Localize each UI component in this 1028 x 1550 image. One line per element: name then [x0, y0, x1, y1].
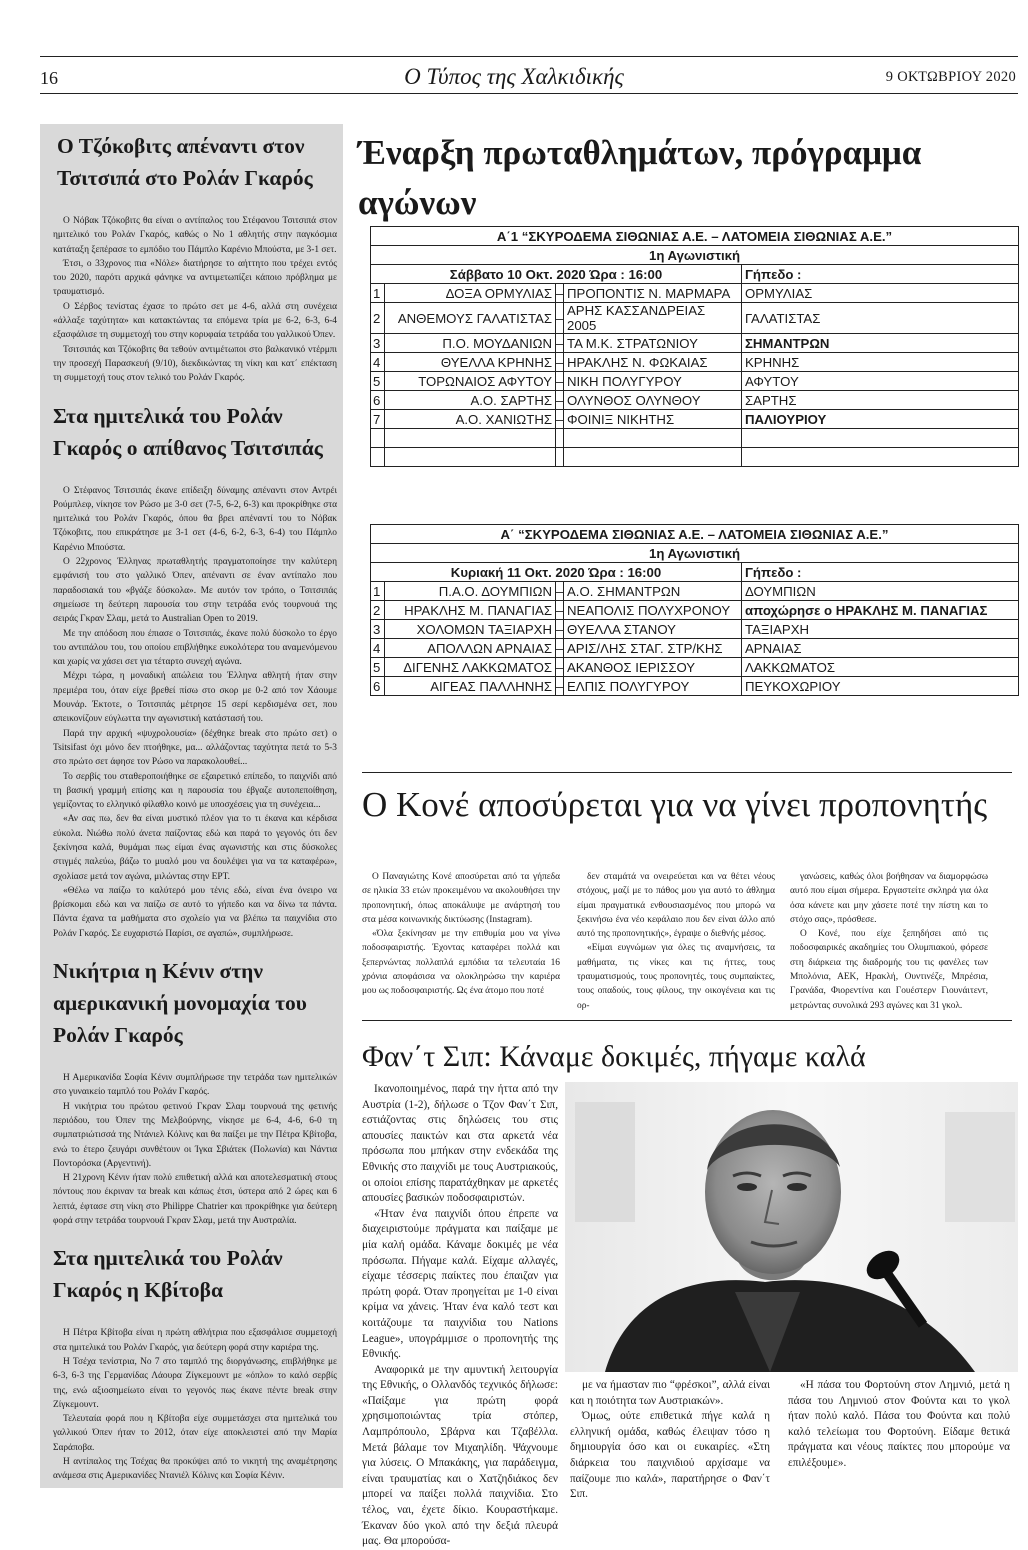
table-row [371, 391, 1019, 410]
venue: ΟΡΜΥΛΙΑΣ [742, 284, 1019, 303]
dash-separator: – [556, 583, 564, 599]
fixtures-table-a [370, 524, 1019, 696]
venue: αποχώρησε ο ΗΡΑΚΛΗΣ Μ. ΠΑΝΑΓΙΑΣ [742, 601, 1019, 620]
fixtures-table-a1 [370, 226, 1019, 467]
away-team: ΘΥΕΛΛΑ ΣΤΑΝΟΥ [564, 620, 742, 639]
dash-separator: – [556, 303, 564, 334]
away-team: ΕΛΠΙΣ ΠΟΛΥΓΥΡΟΥ [564, 677, 742, 696]
match-number: 6 [371, 391, 385, 410]
table-row [371, 372, 1019, 391]
home-team: ΤΟΡΩΝΑΙΟΣ ΑΦΥΤΟΥ [385, 372, 556, 391]
away-team: ΝΙΚΗ ΠΟΛΥΓΥΡΟΥ [564, 372, 742, 391]
article-headline: Στα ημιτελικά του Ρολάν Γκαρός ο απίθανος Τσιτσιπάς [53, 403, 323, 460]
table-row [371, 284, 1019, 303]
home-team: ΘΥΕΛΛΑ ΚΡΗΝΗΣ [385, 353, 556, 372]
kone-column-2 [577, 870, 775, 1013]
home-team: ΔΙΓΕΝΗΣ ΛΑΚΚΩΜΑΤΟΣ [385, 658, 556, 677]
article-kenin [53, 955, 337, 1228]
article-headline: Ο Τζόκοβιτς απέναντι στον Τσιτσιπά στο Ρολάν Γκαρός [57, 134, 313, 190]
venue: ΔΟΥΜΠΙΩΝ [742, 582, 1019, 601]
away-team: ΝΕΑΠΟΛΙΣ ΠΟΛΥΧΡΟΝΟΥ [564, 601, 742, 620]
table-title: Α΄ “ΣΚΥΡΟΔΕΜΑ ΣΙΘΩΝΙΑΣ Α.Ε. – ΛΑΤΟΜΕΙΑ ΣΙΘΩΝΙΑΣ Α.Ε.” [371, 525, 1019, 544]
article-body [53, 1071, 337, 1228]
paragraph: Ικανοποιημένος, παρά την ήττα από την Αυστρία (1-2), δήλωσε ο Τζον Φαν΄τ Σιπ, εστιάζοντας στις δηλώσεις του στις απουσίες παικτών και στα αρκετά νέα πρόσωπα που μπήκαν στην ενδεκάδα της Εθνικής στο παιχνίδι με τους Αυστριακούς, οι οποίοι επίσης παρατάχθηκαν με αρκετές απουσίες βασικών ποδοσφαιριστών. [362, 1083, 558, 1205]
fan-column-1 [362, 1082, 558, 1550]
dash-separator: – [556, 640, 564, 656]
paragraph: Ο Κονέ, που είχε ξεπηδήσει από τις ποδοσφαιρικές ακαδημίες του Ολυμπιακού, φόρεσε στη διάρκεια της διαδρομής του τις φανέλες των Μπολόνια, ΑΕΚ, Ηρακλή, Ουντινέζε, Μπρέσια, Γρανάδα, Φιορεντίνα και Γουέστερν Γιουνάιτεντ, μετρώντας συνολικά 293 αγώνες και 31 γκολ. [790, 929, 988, 1011]
away-team: ΟΛΥΝΘΟΣ ΟΛΥΝΘΟΥ [564, 391, 742, 410]
kone-column-3 [790, 870, 988, 1013]
section-rule [362, 772, 1012, 773]
paragraph: «Όλα ξεκίνησαν με την επιθυμία μου να γίνω ποδοσφαιριστής. Έχοντας καταφέρει πολλά και ξεπερνώντας πολλαπλά εμπόδια τα τελευταία 16 χρόνια αποφάσισα να ολοκληρώσω την καριέρα μου ως ποδοσφαιριστής. Ως ένα άτομο που ποτέ [362, 929, 560, 997]
paragraph: Η Τσέχα τενίστρια, Νο 7 στο ταμπλό της διοργάνωσης, επιβλήθηκε με 6-3, 6-3 της Γερμανίδας Λάουρα Ζίγκεμουντ με «όπλο» το καλό σερβίς της, ενώ αξιοσημείωτο είναι το γεγονός πως έκανε πέντε break στην Ζίγκεμουντ. [53, 1356, 337, 1410]
fan-column-2 [570, 1378, 770, 1503]
away-team: ΑΡΙΣ/ΛΗΣ ΣΤΑΓ. ΣΤΡ/ΚΗΣ [564, 639, 742, 658]
away-team: ΑΡΗΣ ΚΑΣΣΑΝΔΡΕΙΑΣ 2005 [564, 303, 742, 334]
paragraph: Το σερβίς του σταθεροποιήθηκε σε εξαιρετικό επίπεδο, το παιχνίδι από τη βασική γραμμή επίσης και η παρουσία του έβγαζε αυτοπεποίθηση, γεμίζοντας το ελληνικό φίλαθλο κοινό με υποσχέσεις για τη συνέχεια... [53, 771, 337, 811]
empty-cell [742, 429, 1019, 448]
sidebar-articles [53, 130, 337, 1484]
table-row [371, 353, 1019, 372]
table-date: Κυριακή 11 Οκτ. 2020 Ώρα : 16:00 [371, 563, 742, 582]
table-row [371, 620, 1019, 639]
paragraph: Ο Παναγιώτης Κονέ αποσύρεται από τα γήπεδα σε ηλικία 33 ετών προκειμένου να ακολουθήσει την προπονητική, όπως αποκάλυψε με ανάρτησή του στα μέσα κοινωνικής δικτύωσης (Instagram). [362, 872, 560, 925]
article-body [53, 214, 337, 386]
coach-portrait-image [565, 1082, 1018, 1372]
home-team: ΧΟΛΟΜΩΝ ΤΑΞΙΑΡΧΗ [385, 620, 556, 639]
empty-cell [556, 448, 564, 467]
table-round: 1η Αγωνιστική [371, 246, 1019, 265]
home-team: Π.Α.Ο. ΔΟΥΜΠΙΩΝ [385, 582, 556, 601]
empty-cell [371, 448, 385, 467]
match-number: 3 [371, 334, 385, 353]
kone-column-1 [362, 870, 560, 999]
paragraph: Έτσι, ο 33χρονος πια «Νόλε» διατήρησε το αήττητο που τρέχει εντός του 2020, παρότι αρχικά φάνηκε να αντιμετωπίζει κάποιο πρόβλημα με τραυματισμό. [53, 258, 337, 298]
paragraph: Παρά την αρχική «ψυχρολουσία» (δέχθηκε break στο πρώτο σετ) ο Tsitsifast όχι μόνο δεν πτοήθηκε, μα... αλλάζοντας ταχύτητα πετά το 5-3 στο πρώτο σετ άφησε τον Ρώσο να παρακολουθεί... [53, 728, 337, 768]
issue-date: 9 ΟΚΤΩΒΡΙΟΥ 2020 [885, 69, 1016, 85]
table-row [371, 639, 1019, 658]
dash-separator: – [556, 659, 564, 675]
paragraph: Μέχρι τώρα, η μοναδική απώλεια του Έλληνα αθλητή ήταν στην πρεμιέρα του, όταν είχε βρεθεί πίσω στο σκορ με 0-2 από τον Χάουμε Μουνάρ. Έκτοτε, ο Τσιτσιπάς μέτρησε 15 σερί κερδισμένα σετ, που απεικονίζουν εύγλωττα την αγωνιστική κατάστασή του. [53, 671, 337, 725]
match-number: 7 [371, 410, 385, 429]
table-date: Σάββατο 10 Οκτ. 2020 Ώρα : 16:00 [371, 265, 742, 284]
empty-cell [556, 429, 564, 448]
table-row [371, 582, 1019, 601]
paragraph: Αναφορικά με την αμυντική λειτουργία της Εθνικής, ο Ολλανδός τεχνικός δήλωσε: «Παίξαμε για πρώτη φορά χρησιμοποιώντας τρία στόπερ, Λαμπρόπουλο, Σβάρνα και Τζαβέλλα. Μετά βάλαμε τον Μιχαηλίδη. Ψάχνουμε για λύσεις. Ο Μπακάκης, για παράδειγμα, είναι τραυματίας και ο Χατζηδιάκος δεν μπορεί να παίξει πολλά παιχνίδια. Στο τέλος, ναι, έχετε δίκιο. Κουραστήκαμε. Έκαναν δύο γκολ από την δεξιά πλευρά μας. Θα μπορούσα- [362, 1363, 558, 1548]
paragraph: Η αντίπαλος της Τσέχας θα προκύψει από το νικητή της αναμέτρησης ανάμεσα στις Αμερικανίδες Ντανιέλ Κόλινς και Σοφία Κένιν. [53, 1457, 337, 1482]
away-team: ΠΡΟΠΟΝΤΙΣ Ν. ΜΑΡΜΑΡΑ [564, 284, 742, 303]
paragraph: «Η πάσα του Φορτούνη στον Λημνιό, μετά η πάσα του Λημνιού στον Φούντα και το γκολ ήταν πολύ καλό. Πάσα του Φούντα και πολύ καλό τελείωμα του Φορτούνη. Είδαμε θετικά πράγματα και νέους παίκτες που μπορούμε να επιλέξουμε». [788, 1379, 1010, 1469]
table-row [371, 410, 1019, 429]
venue: ΑΡΝΑΙΑΣ [742, 639, 1019, 658]
paragraph: «Είμαι ευγνώμων για όλες τις αναμνήσεις, τα μαθήματα, τις νίκες και τις ήττες, τους τραυματισμούς, τους προπονητές, τους συμπαίκτες, τους οπαδούς, τους φίλους, την οικογένεια και τις ορ- [577, 943, 775, 1011]
match-number: 2 [371, 601, 385, 620]
home-team: ΗΡΑΚΛΗΣ Μ. ΠΑΝΑΓΙΑΣ [385, 601, 556, 620]
masthead: Ο Τύπος της Χαλκιδικής [404, 64, 624, 89]
paragraph: Τσιτσιπάς και Τζόκοβιτς θα τεθούν αντιμέτωποι στο βαλκανικό ντέρμπι την προσεχή Παρασκευή (9/10), διεκδικώντας τη νίκη και κατ΄ επέκταση τη συμμετοχή τους στον τελικό του Ρολάν Γκαρός. [53, 344, 337, 384]
venue: ΤΑΞΙΑΡΧΗ [742, 620, 1019, 639]
header-top-rule [40, 56, 1018, 57]
paragraph: Η νικήτρια του πρώτου φετινού Γκραν Σλαμ τουρνουά της φετινής περιόδου, του Όπεν της Μελβούρνης, νίκησε με 6-4, 4-6, 6-0 τη συμπατριώτισσά της Ντάνιελ Κόλινς και θα παίξει με την Πέτρα Κβίτοβα, ενώ το έτερο ζευγάρι συνθέτουν οι Ίγκα Σβιάτεκ (Πολωνία) και Νάντια Ποντορόσκα (Αργεντινή). [53, 1101, 337, 1169]
match-number: 2 [371, 303, 385, 334]
article-body [53, 1326, 337, 1483]
table-row [371, 601, 1019, 620]
paragraph: Η Αμερικανίδα Σοφία Κένιν συμπλήρωσε την τετράδα των ημιτελικών στο γυναικείο ταμπλό του Ρολάν Γκαρός. [53, 1073, 337, 1098]
paragraph: δεν σταμάτά να ονειρεύεται και να θέτει νέους στόχους, μαζί με το πάθος μου για αυτό το άθλημα είμαι πραγματικά ενθουσιασμένος που μπορώ να ξεκινήσω ένα νέο κεφάλαιο που δεν είναι άλλο από αυτό της προπονητικής», έγραψε ο διεθνής μέσος. [577, 872, 775, 940]
match-number: 4 [371, 353, 385, 372]
paragraph: «Αν σας πω, δεν θα είναι μυστικό πλέον για το τι έκανα και κέρδισα εύκολα. Νιώθω πολύ άνετα παίζοντας εδώ και παρά το γεγονός ότι δεν ξεκίνησα καλά, θυμάμαι πως είμαι ένας αγωνιστής και στις δύσκολες στιγμές παλεύω, βάζω το μυαλό μου να δουλέψει για να τα καταφέρω», σχολίασε μετά τον αγώνα, μιλώντας στην ΕΡΤ. [53, 814, 337, 882]
paragraph: «Ήταν ένα παιχνίδι όπου έπρεπε να διαχειριστούμε πράγματα και παίξαμε με μία καλή ομάδα. Κάναμε δοκιμές με νέα πρόσωπα. Πήγαμε καλά. Είχαμε αλλαγές, είχαμε τέσσερις παίκτες που έπαιζαν για πρώτη φορά. Όταν προηγείται με 1-0 είναι κρίμα να χάνεις. Ήταν ένα καλό τεστ και κοιτάζουμε τα παιχνίδια του Nations League», υπογράμμισε ο προπονητής της Εθνικής. [362, 1207, 558, 1361]
venue: ΛΑΚΚΩΜΑΤΟΣ [742, 658, 1019, 677]
paragraph: Με την απόδοση που έπιασε ο Τσιτσιπάς, έκανε πολύ δύσκολο το έργο του αντιπάλου του, του οποίου επιβλήθηκε ευκολότερα του αναμενόμενου και χωρίς να χάσει σετ για τέταρτο συνεχή αγώνα. [53, 628, 337, 668]
table-venue-header: Γήπεδο : [742, 563, 1019, 582]
header-bottom-rule [40, 93, 1018, 94]
article-body [53, 484, 337, 942]
venue: ΠΕΥΚΟΧΩΡΙΟΥ [742, 677, 1019, 696]
table-title: Α΄1 “ΣΚΥΡΟΔΕΜΑ ΣΙΘΩΝΙΑΣ Α.Ε. – ΛΑΤΟΜΕΙΑ ΣΙΘΩΝΙΑΣ Α.Ε.” [371, 227, 1019, 246]
home-team: Α.Ο. ΣΑΡΤΗΣ [385, 391, 556, 410]
dash-separator: – [556, 285, 564, 301]
paragraph: Ο Σέρβος τενίστας έχασε το πρώτο σετ με 4-6, αλλά στη συνέχεια «άλλαξε ταχύτητα» και κατακτώντας τα επόμενα τρία με 6-2, 6-3, 6-4 εξασφάλισε τη συμμετοχή του στην κορυφαία τετράδα του γαλλικού Όπεν. [53, 301, 337, 341]
table-row [371, 658, 1019, 677]
empty-cell [742, 448, 1019, 467]
paragraph: Η 21χρονη Κένιν ήταν πολύ επιθετική αλλά και αποτελεσματική στους πόντους που έκριναν τα break και κάπως έτσι, ύστερα από 2 ώρες και 6 λεπτά, έφτασε στη νίκη στο Philippe Chatrier και προκρίθηκε για δεύτερη φορά στην τετράδα τουρνουά Γκραν Σλαμ, μετά την Αυστραλία. [53, 1173, 337, 1227]
match-number: 3 [371, 620, 385, 639]
fan-headline: Φαν΄τ Σιπ: Κάναμε δοκιμές, πήγαμε καλά [362, 1040, 866, 1073]
paragraph: γανώσεις, καθώς όλοι βοήθησαν να διαμορφώσω αυτό που είμαι σήμερα. Εργαστείτε σκληρά για όλα όσα κάνετε και μην χάσετε ποτέ την πίστη και το στόχο σας», πρόσθεσε. [790, 872, 988, 925]
paragraph: Όμως, ούτε επιθετικά πήγε καλά η ελληνική ομάδα, καθώς έλειψαν τόσο η δημιουργία όσο και οι ευκαιρίες. «Στη διάρκεια του παιχνιδιού αρχίσαμε να παίζουμε πιο καλά», παρατήρησε ο Φαν΄τ Σιπ. [570, 1410, 770, 1501]
empty-cell [385, 429, 556, 448]
article-kvitova [53, 1242, 337, 1483]
section-rule [362, 1020, 1012, 1021]
venue: ΠΑΛΙΟΥΡΙΟΥ [742, 410, 1019, 429]
dash-separator: – [556, 373, 564, 389]
article-headline: Νικήτρια η Κένιν στην αμερικανική μονομαχία του Ρολάν Γκαρός [53, 959, 307, 1048]
table-venue-header: Γήπεδο : [742, 265, 1019, 284]
empty-cell [564, 448, 742, 467]
match-number: 5 [371, 658, 385, 677]
dash-separator: – [556, 354, 564, 370]
dash-separator: – [556, 392, 564, 408]
match-number: 5 [371, 372, 385, 391]
paragraph: «Θέλω να παίζω το καλύτερό μου τένις εδώ, είναι ένα όνειρο να βρίσκομαι εδώ και να παίζω σε αυτό το γήπεδο και να δίνω τα πάντα. Πάντα έχανα τα μαθήματα στο σχολείο για να βλέπω τα παιχνίδια στο Ρολάν Γκαρός. Σε ευχαριστώ Παρίσι, σε αγαπώ», συμπλήρωσε. [53, 885, 337, 939]
dash-separator: – [556, 411, 564, 427]
coach-photo [565, 1082, 1018, 1372]
match-number: 4 [371, 639, 385, 658]
away-team: ΦΟΙΝΙΞ ΝΙΚΗΤΗΣ [564, 410, 742, 429]
paragraph: Ο 22χρονος Έλληνας πρωταθλητής πραγματοποίησε την καλύτερη εμφάνισή του στο γαλλικό Όπεν, απέναντι σε έναν αντίπαλο που παραδοσιακά του «βγάζε δύσκολα». Με αυτόν τον τρόπο, ο Τσιτσιπάς σημείωσε τη δεύτερη παρουσία του στην τετράδα ενός τουρνουά της σειράς Γκραν Σλαμ, μετά το Australian Open το 2019. [53, 557, 337, 625]
venue: ΑΦΥΤΟΥ [742, 372, 1019, 391]
table-row [371, 303, 1019, 334]
kone-headline: Ο Κονέ αποσύρεται για να γίνει προπονητής [362, 785, 988, 824]
paragraph: Η Πέτρα Κβίτοβα είναι η πρώτη αθλήτρια που εξασφάλισε συμμετοχή στα ημιτελικά του Ρολάν Γκαρός, για δεύτερη φορά στην καριέρα της. [53, 1328, 337, 1353]
table-row [371, 677, 1019, 696]
home-team: ΑΙΓΕΑΣ ΠΑΛΛΗΝΗΣ [385, 677, 556, 696]
empty-cell [564, 429, 742, 448]
dash-separator: – [556, 621, 564, 637]
article-headline: Στα ημιτελικά του Ρολάν Γκαρός η Κβίτοβα [53, 1246, 283, 1303]
page-number: 16 [40, 68, 58, 88]
table-row-empty [371, 429, 1019, 448]
paragraph: Ο Στέφανος Τσιτσιπάς έκανε επίδειξη δύναμης απέναντι στον Αντρέι Ρούμπλεφ, νίκησε τον Ρώσο με 3-0 σετ (7-5, 6-2, 6-3) και προκρίθηκε στα ημιτελικά του Ρολάν Γκαρός, όπου θα βρει απέναντί του το Νόβακ Τζόκοβιτς, που επικράτησε με 3-1 σετ (4-6, 6-2, 6-3, 6-4) του Πάμπλο Καρένιο Μπούστα. [53, 485, 337, 553]
table-row [371, 334, 1019, 353]
home-team: Α.Ο. ΧΑΝΙΩΤΗΣ [385, 410, 556, 429]
paragraph: Τελευταία φορά που η Κβίτοβα είχε συμμετάσχει στα ημιτελικά του γαλλικού Όπεν ήταν το 2012, όταν είχε αποκλειστεί από την Μαρία Σαράποβα. [53, 1414, 337, 1453]
away-team: Α.Ο. ΣΗΜΑΝΤΡΩΝ [564, 582, 742, 601]
away-team: ΗΡΑΚΛΗΣ Ν. ΦΩΚΑΙΑΣ [564, 353, 742, 372]
home-team: Π.Ο. ΜΟΥΔΑΝΙΩΝ [385, 334, 556, 353]
home-team: ΔΟΞΑ ΟΡΜΥΛΙΑΣ [385, 284, 556, 303]
table-row-empty [371, 448, 1019, 467]
dash-separator: – [556, 602, 564, 618]
venue: ΓΑΛΑΤΙΣΤΑΣ [742, 303, 1019, 334]
paragraph: Ο Νόβακ Τζόκοβιτς θα είναι ο αντίπαλος του Στέφανου Τσιτσιπά στον ημιτελικό του Ρολάν Γκαρός, καθώς ο Νο 1 αθλητής στην παγκόσμια κατάταξη ξεπέρασε το εμπόδιο του Πάμπλο Καρένιο Μπούστα, με 3-1 σετ. [53, 216, 337, 255]
home-team: ΑΝΘΕΜΟΥΣ ΓΑΛΑΤΙΣΤΑΣ [385, 303, 556, 334]
match-number: 1 [371, 284, 385, 303]
dash-separator: – [556, 678, 564, 694]
home-team: ΑΠΟΛΛΩΝ ΑΡΝΑΙΑΣ [385, 639, 556, 658]
venue: ΣΗΜΑΝΤΡΩΝ [742, 334, 1019, 353]
away-team: ΑΚΑΝΘΟΣ ΙΕΡΙΣΣΟΥ [564, 658, 742, 677]
venue: ΣΑΡΤΗΣ [742, 391, 1019, 410]
venue: ΚΡΗΝΗΣ [742, 353, 1019, 372]
match-number: 6 [371, 677, 385, 696]
article-djokovic [53, 130, 337, 386]
table-round: 1η Αγωνιστική [371, 544, 1019, 563]
paragraph: με να ήμασταν πιο “φρέσκοι”, αλλά είναι και η ποιότητα των Αυστριακών». [570, 1379, 770, 1407]
match-number: 1 [371, 582, 385, 601]
dash-separator: – [556, 335, 564, 351]
empty-cell [371, 429, 385, 448]
article-tsitsipas [53, 400, 337, 942]
away-team: ΤΑ Μ.Κ. ΣΤΡΑΤΩΝΙΟΥ [564, 334, 742, 353]
fan-column-3 [788, 1378, 1010, 1472]
empty-cell [385, 448, 556, 467]
main-headline: Έναρξη πρωταθλημάτων, πρόγραμμα αγώνων [358, 133, 922, 222]
